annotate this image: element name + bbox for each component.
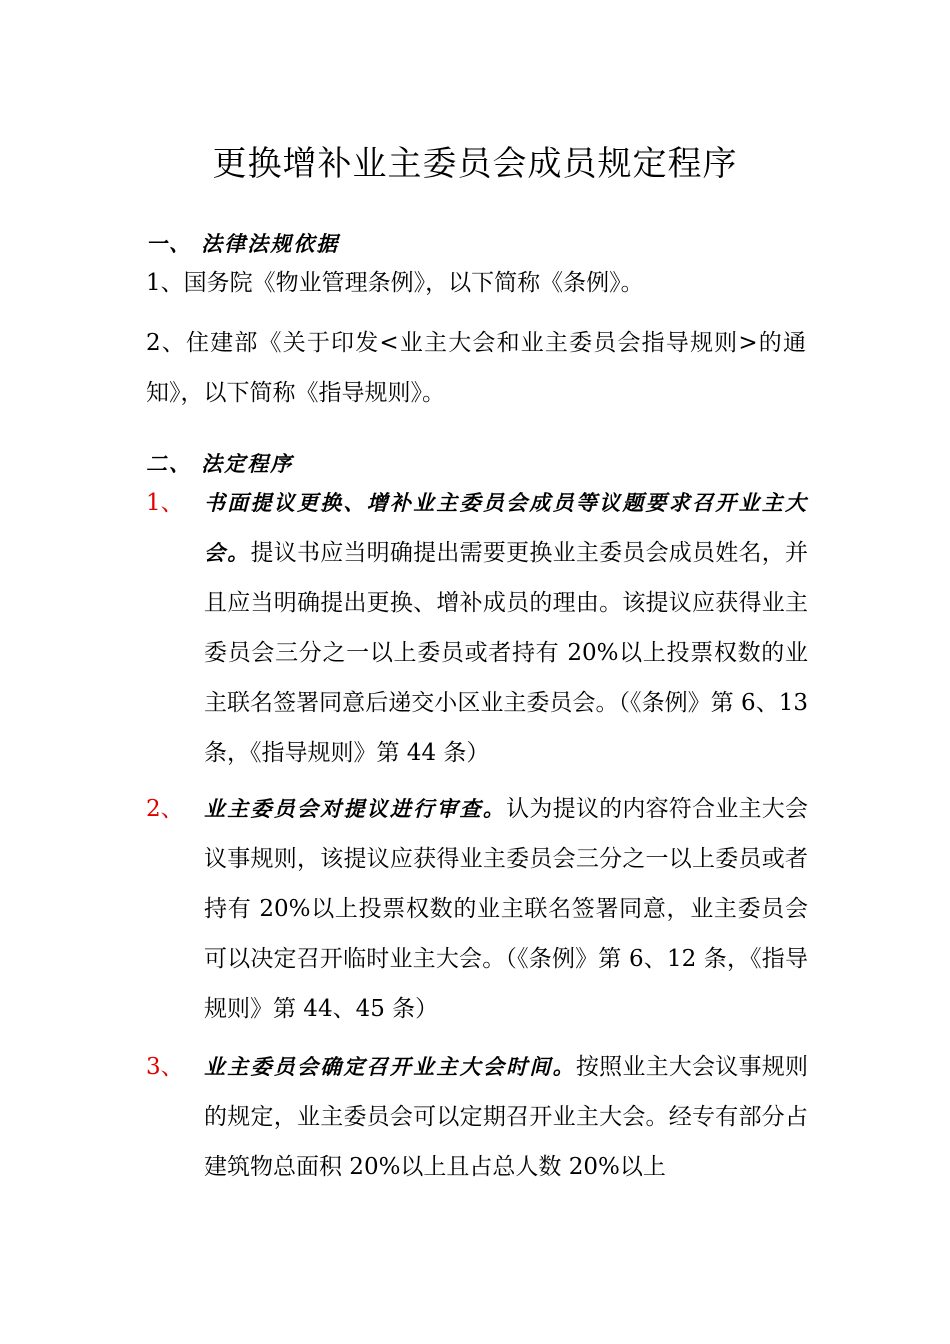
procedure-item-lead: 业主委员会对提议进行审查。 [204,796,507,821]
procedure-item-2 [146,784,808,1034]
procedure-item-number: 3、 [146,1054,184,1080]
procedure-item-body [204,1042,808,1192]
procedure-item-3 [146,1042,808,1192]
section-heading-procedure: 二、 法定程序 [146,451,294,476]
procedure-item-text: 按照业主大会议事规则的规定，业主委员会可以定期召开业主大会。经专有部分占建筑物总面积 20%以上且占总人数 20%以上 [204,1054,809,1180]
procedure-item-body [204,478,808,778]
procedure-item-number: 2、 [146,796,184,822]
procedure-item-text: 提议书应当明确提出需要更换业主委员会成员姓名，并且应当明确提出更换、增补成员的理由。该提议应获得业主委员会三分之一以上委员或者持有 20%以上投票权数的业主联名签署同意后递交小区业主委员会。（《条例》第 6、13 条，《指导规则》第 44 条） [204,540,809,766]
procedure-item-body [204,784,808,1034]
procedure-item-1 [146,478,808,778]
document-title: 更换增补业主委员会成员规定程序 [212,144,738,184]
procedure-item-lead: 书面提议更换、增补业主委员会成员等议题要求召开业主大会。 [204,490,808,565]
legal-basis-item-2: 2、住建部《关于印发<业主大会和业主委员会指导规则>的通知》，以下简称《指导规则》。 [146,330,806,406]
procedure-item-number: 1、 [146,490,184,516]
procedure-item-lead: 业主委员会确定召开业主大会时间。 [204,1054,576,1079]
section-heading-legal-basis: 一、 法律法规依据 [146,231,340,256]
procedure-item-text: 认为提议的内容符合业主大会议事规则，该提议应获得业主委员会三分之一以上委员或者持有 20%以上投票权数的业主联名签署同意，业主委员会可以决定召开临时业主大会。（《条例》第 6、12 条，《指导规则》第 44、45 条） [204,796,809,1022]
legal-basis-item-1: 1、国务院《物业管理条例》，以下简称《条例》。 [146,270,644,296]
